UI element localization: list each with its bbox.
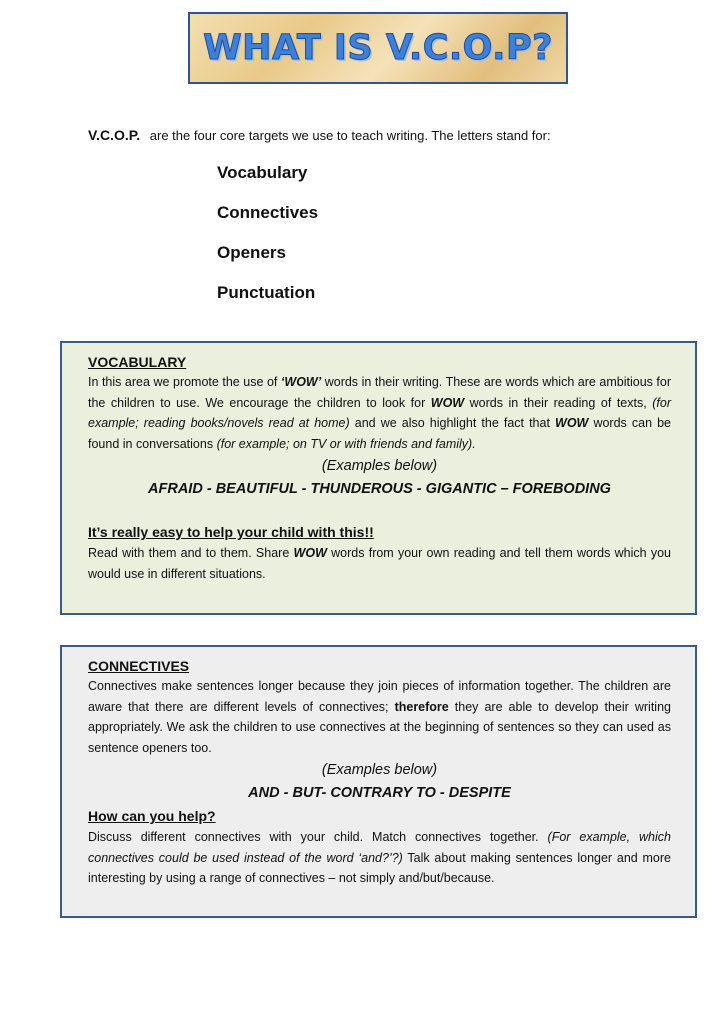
text-run: words from your own reading and tell them words which you would use in different situations.	[88, 546, 671, 581]
text-run: In this area we promote the use of	[88, 375, 281, 389]
letter-connectives: Connectives	[217, 203, 319, 222]
vcop-letter-list	[217, 160, 318, 320]
text-run: Discuss different connectives with your child. Match connectives together.	[88, 830, 548, 844]
connectives-help-paragraph	[88, 827, 671, 889]
connectives-paragraph	[88, 676, 671, 758]
text-run: Talk about making sentences longer and more interesting by using a range of connectives – not simply and/but/because.	[88, 850, 671, 885]
letter-openers: Openers	[217, 243, 286, 262]
text-run-bold-italic: WOW	[293, 546, 327, 560]
text-run-italic: (for example; on TV or with friends and family).	[216, 436, 476, 451]
text-run-bold-italic: ‘WOW’	[280, 375, 322, 389]
text-run: and we also highlight the fact that	[349, 416, 556, 430]
text-run: words in their reading of texts,	[464, 395, 653, 410]
text-run-bold: therefore	[394, 699, 449, 714]
vocabulary-paragraph	[88, 372, 671, 454]
vocabulary-heading: VOCABULARY	[88, 354, 187, 370]
intro-abbreviation: V.C.O.P.	[88, 127, 141, 143]
spacer	[88, 501, 671, 521]
text-run-italic: (for example; reading books/novels read at home)	[88, 395, 671, 430]
text-run: words in their writing. These are words which are ambitious for the children to use. We encourage the children to look for	[88, 375, 672, 410]
vocabulary-box	[60, 341, 697, 615]
letter-punctuation: Punctuation	[217, 283, 316, 302]
vocabulary-examples-label: (Examples below)	[321, 458, 438, 474]
text-run: they are able to develop their writing appropriately. We ask the children to use connectives at the beginning of sentences so they can used as sentence openers too.	[88, 699, 671, 755]
text-run-bold-italic: WOW	[555, 416, 589, 430]
intro-line	[88, 127, 551, 143]
text-run-bold-italic: WOW	[430, 395, 465, 410]
connectives-examples-label: (Examples below)	[321, 762, 438, 778]
text-run: words can be found in conversations	[88, 416, 672, 451]
connectives-help-heading: How can you help?	[88, 808, 216, 824]
connectives-heading: CONNECTIVES	[88, 658, 190, 674]
vocabulary-help-heading: It’s really easy to help your child with this!!	[88, 524, 374, 540]
title-banner	[188, 12, 568, 84]
vocabulary-help-paragraph	[88, 543, 671, 584]
connectives-box	[60, 645, 697, 918]
letter-vocabulary: Vocabulary	[217, 163, 308, 182]
page-title: WHAT IS V.C.O.P?	[203, 28, 553, 68]
text-run-italic: (For example, which connectives could be used instead of the word ‘and?’?)	[88, 830, 671, 865]
text-run: Read with them and to them. Share	[88, 546, 294, 560]
text-run: Connectives make sentences longer because they join pieces of information together. The children are aware that there are different levels of connectives;	[88, 679, 671, 714]
intro-text: are the four core targets we use to teach writing. The letters stand for:	[149, 128, 551, 143]
vocabulary-examples: AFRAID - BEAUTIFUL - THUNDEROUS - GIGANTIC – FOREBODING	[148, 481, 611, 497]
connectives-examples: AND - BUT- CONTRARY TO - DESPITE	[248, 785, 511, 801]
